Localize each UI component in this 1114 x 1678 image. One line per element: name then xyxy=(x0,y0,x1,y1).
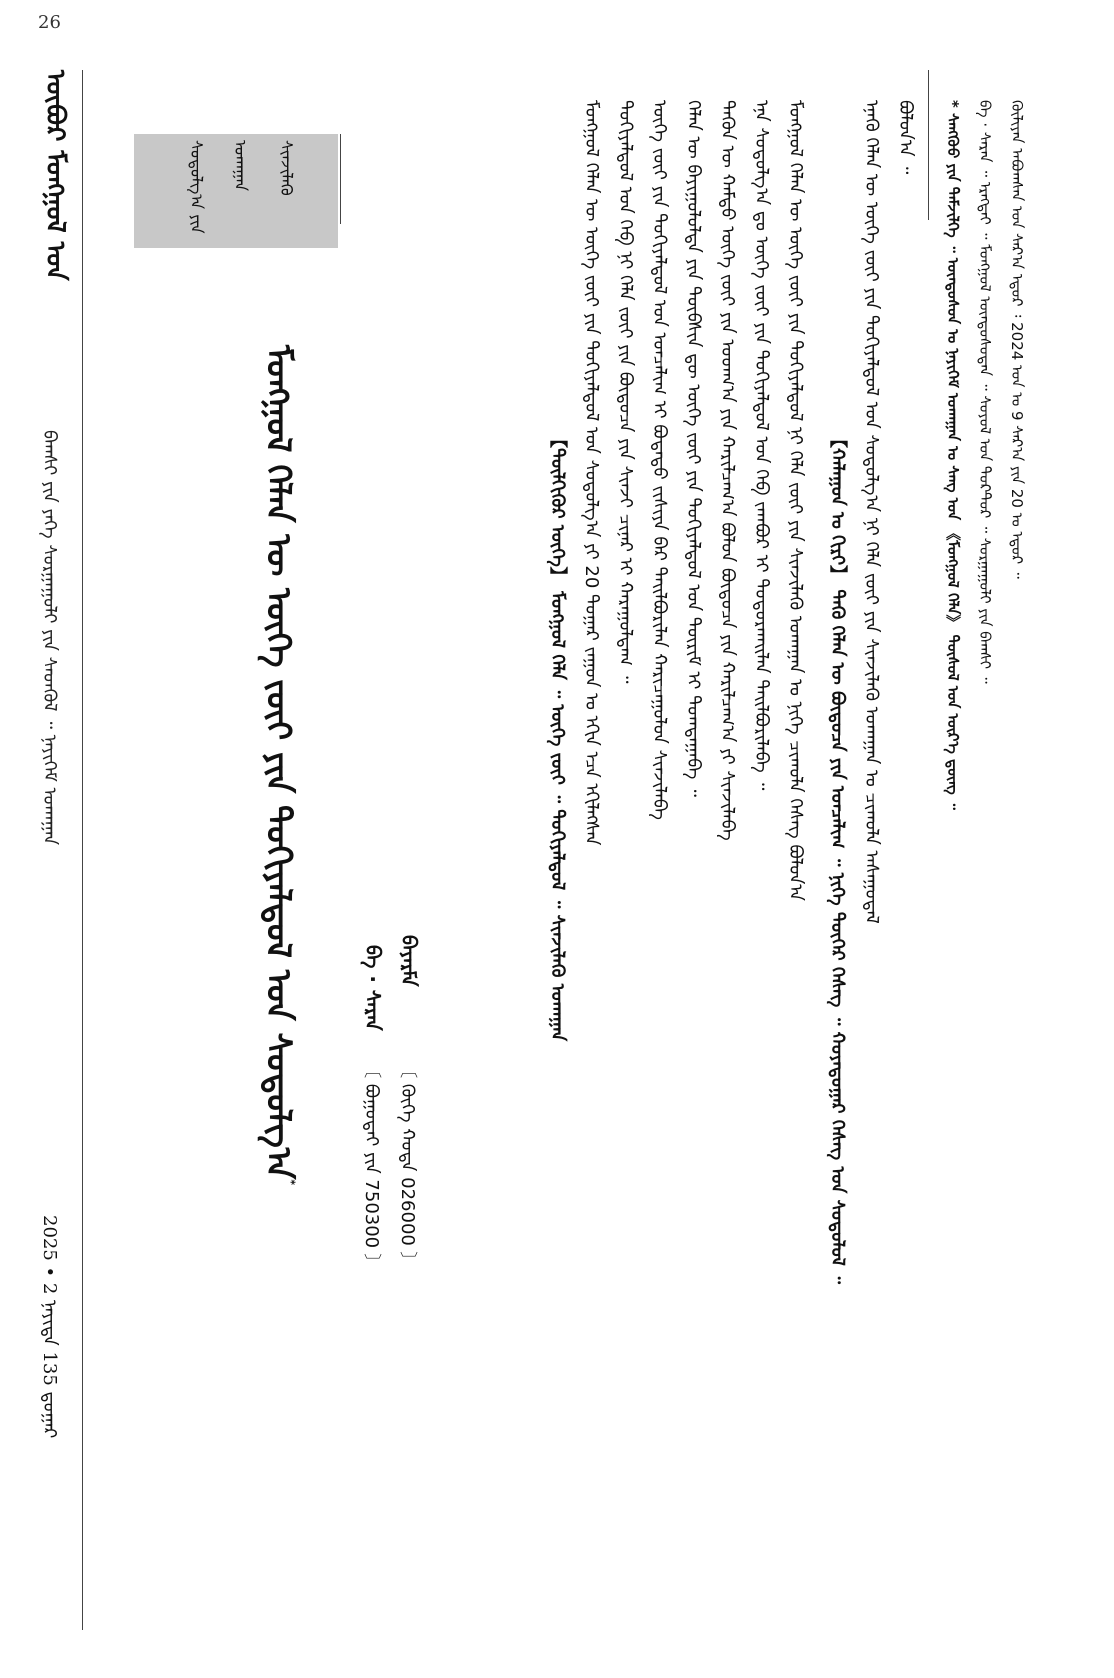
body-line: ᠲᠣᠬᠢᠶᠠᠯᠳᠤᠯ ᠤᠨ ᠬᠡᠪ ᠨᠢ ᠬᠡᠯᠡ ᠵᠦᠢ ᠶᠢᠨ ᠪᠦᠲᠦᠴᠡ ᠶᠢᠨ ᠰᠢᠨᠵᠢ ᠴᠢᠨᠠᠷ ᠢ ᠬᠠᠷᠠᠭᠤᠯᠳᠠᠭ ᠃ xyxy=(615,100,636,684)
body-line: ᠲᠡᠭᠦᠨ ᠦ ᠬᠠᠮᠲᠤ ᠦᠭᠡ ᠵᠦᠢ ᠶᠢᠨ ᠤᠳᠬ᠎ᠠ ᠶᠢᠨ ᠬᠠᠷᠢᠯᠴᠠᠭ᠎ᠠ ᠪᠣᠯᠤᠨ ᠪᠦᠲᠦᠴᠡ ᠶᠢᠨ ᠬᠠᠷᠢᠯᠴᠠᠭ᠎ᠠ ᠶᠢ ᠰᠢᠨᠵᠢᠯᠡᠪᠡ xyxy=(717,100,738,841)
abstract-line: 【ᠬᠠᠯᠠᠭᠤᠨ ᠤ ᠬᠢᠷᠢ】 ᠲᠡᠬᠦ ᠬᠡᠯᠡᠨ ᠦ ᠪᠦᠲᠦᠴᠡ ᠶᠢᠨ ᠤᠨᠴᠠᠯᠢᠭ ᠃ ᠨᠢᠭᠡ ᠳᠦᠭᠡᠷ ᠬᠡᠰᠡᠭ ᠃ ᠬᠣᠶᠠᠳᠤᠭᠠᠷ ᠬᠡᠰᠡᠭ ᠤᠨ ᠰᠤᠳᠤᠯᠤᠯ ᠃ xyxy=(827,430,848,1284)
footnote-line: ᠬᠦᠯᠢᠶᠡᠨ ᠠᠪᠤᠭᠰᠠᠨ ᠣᠨ ᠰᠠᠷ᠎ᠠ ᠡᠳᠦᠷ ᠄ 2024 ᠣᠨ ᠤ 9 ᠰᠠᠷ᠎ᠠ ᠶᠢᠨ 20 ᠤ ᠡᠳᠦᠷ ᠃ xyxy=(1008,100,1026,579)
body-line: ᠦᠭᠡ ᠵᠦᠢ ᠶᠢᠨ ᠲᠣᠬᠢᠶᠠᠯᠳᠤᠯ ᠤᠨ ᠤᠨᠴᠠᠯᠢᠭ ᠢ ᠪᠣᠳᠠᠲᠤ ᠵᠢᠱᠢᠶᠡ ᠪᠡᠷ ᠲᠠᠢᠯᠪᠤᠷᠢᠯᠠᠨ ᠬᠠᠷᠢᠴᠠᠭᠤᠯᠤᠨ ᠰᠢᠨᠵᠢᠯᠡᠪᠡ xyxy=(649,100,670,820)
body-line: ᠮᠣᠩᠭᠣᠯ ᠬᠡᠯᠡᠨ ᠦ ᠦᠭᠡ ᠵᠦᠢ ᠶᠢᠨ ᠲᠣᠬᠢᠶᠠᠯᠳᠤᠯ ᠤᠨ ᠰᠤᠳᠤᠯᠭ᠎ᠠ ᠶᠢ 20 ᠳᠤᠭᠠᠷ ᠵᠠᠭᠤᠨ ᠤ ᠡᠬᠢᠨ ᠡᠴᠡ ᠡᠬᠢᠯᠡᠭᠰᠡᠨ xyxy=(581,100,602,846)
category-line: ᠤᠬᠠᠭᠠᠨ xyxy=(231,140,250,192)
footnote-line: ᠪᠠ · ᠰᠠᠷᠠᠨ ᠃ ᠡᠷᠡᠭᠲᠡᠢ ᠃ ᠮᠣᠩᠭᠣᠯ ᠦᠨᠳᠦᠰᠦᠲᠡᠨ ᠃ ᠰᠣᠶᠣᠯ ᠤᠨ ᠳᠣᠺᠲ᠋ᠣᠷ ᠃ ᠰᠤᠷᠭᠠᠭᠤᠯᠢ ᠶᠢᠨ ᠪᠠᠭᠰᠢ ᠃ xyxy=(976,100,994,684)
keywords-line: 【ᠲᠦᠯᠬᠢᠭᠦᠷ ᠦᠭᠡ】 ᠮᠣᠩᠭᠣᠯ ᠬᠡᠯᠡ ᠃ ᠦᠭᠡ ᠵᠦᠢ ᠃ ᠲᠣᠬᠢᠶᠠᠯᠳᠤᠯ ᠃ ᠰᠢᠨᠵᠢᠯᠡᠬᠦ ᠤᠬᠠᠭᠠᠨ xyxy=(547,430,568,1042)
issue-info: 2025 • 2 ᠨᠡᠶᠢᠲᠡ 135 ᠳ᠋ᠤᠭᠠᠷ xyxy=(39,1215,60,1439)
body-line: ᠬᠡᠯᠡᠨ ᠦ ᠪᠠᠶᠢᠭᠤᠯᠤᠯᠲᠠ ᠶᠢᠨ ᠲᠦᠪᠰᠢᠨ ᠳᠦ ᠦᠭᠡ ᠵᠦᠢ ᠶᠢᠨ ᠲᠣᠬᠢᠶᠠᠯᠳᠤᠯ ᠤᠨ ᠳᠦᠷᠢᠮ ᠢ ᠲᠣᠭᠲᠠᠭᠠᠪᠠ ᠃ xyxy=(683,100,704,797)
body-line: ᠮᠣᠩᠭᠣᠯ ᠬᠡᠯᠡᠨ ᠦ ᠦᠭᠡ ᠵᠦᠢ ᠶᠢᠨ ᠲᠣᠬᠢᠶᠠᠯᠳᠤᠯ ᠨᠢ ᠬᠡᠯᠡ ᠵᠦᠢ ᠶᠢᠨ ᠰᠢᠨᠵᠢᠯᠡᠬᠦ ᠤᠬᠠᠭᠠᠨ ᠤ ᠨᠢᠭᠡ ᠴᠢᠬᠤᠯᠠ ᠬᠡᠰᠡᠭ ᠪᠣᠯᠤᠨ᠎ᠠ xyxy=(785,100,806,902)
body-line: ᠡᠨᠡ ᠰᠤᠳᠤᠯᠭ᠎ᠠ ᠳᠤ ᠦᠭᠡ ᠵᠦᠢ ᠶᠢᠨ ᠲᠣᠬᠢᠶᠠᠯᠳᠤᠯ ᠤᠨ ᠬᠡᠪ ᠵᠠᠭᠪᠤᠷ ᠢ ᠲᠣᠳᠣᠷᠬᠠᠢᠯᠠᠨ ᠲᠠᠢᠯᠪᠤᠷᠢᠯᠠᠪᠠ ᠃ xyxy=(751,100,772,791)
article-title xyxy=(248,345,308,1265)
left-rule xyxy=(82,70,83,1630)
article-title-text: ᠮᠣᠩᠭᠣᠯ ᠬᠡᠯᠡᠨ ᠦ ᠦᠭᠡ ᠵᠦᠢ ᠶᠢᠨ ᠲᠣᠬᠢᠶᠠᠯᠳᠤᠯ ᠤᠨ ᠰᠤᠳᠤᠯᠭ᠎ᠠ xyxy=(258,345,298,1180)
author-name: ᠪᠠ · ᠰᠠᠷᠠᠨ xyxy=(361,945,385,1031)
abstract-line: ᠡᠨᠡᠬᠦ ᠬᠡᠯᠡᠨ ᠦ ᠦᠭᠡ ᠵᠦᠢ ᠶᠢᠨ ᠲᠣᠬᠢᠶᠠᠯᠳᠤᠯ ᠤᠨ ᠰᠤᠳᠤᠯᠭ᠎ᠠ ᠨᠢ ᠬᠡᠯᠡ ᠵᠦᠢ ᠶᠢᠨ ᠰᠢᠨᠵᠢᠯᠡᠬᠦ ᠤᠬᠠᠭᠠᠨ ᠤ ᠴᠢᠬᠤᠯᠠ ᠠᠰᠠᠭᠤᠳᠠᠯ xyxy=(861,100,882,924)
author-name: ᠪᠠᠶᠠᠷᠮᠠ xyxy=(397,935,421,987)
footnote-line: * ᠰᠠᠩᠬᠦᠦ ᠶᠢᠨ ᠳᠡᠮᠵᠢᠯᠭᠡ ᠃ ᠦᠨᠳᠦᠰᠦᠨ ᠤ ᠨᠡᠶᠢᠭᠡᠮ ᠤᠬᠠᠭᠠᠨ ᠤ ᠰᠠᠩ ᠤᠨ 《ᠮᠣᠩᠭᠣᠯ ᠬᠡᠯᠡ》 ᠲᠥᠰᠦᠯ ᠤᠨ ᠦᠷ᠎ᠡ ᠳ᠋ᠦᠩ ᠃ xyxy=(944,100,962,810)
category-box xyxy=(134,134,338,248)
author-affiliation: 〔 ᠬᠥᠬᠡ ᠬᠣᠲᠠ 026000 〕 xyxy=(397,1060,418,1270)
journal-title: ᠦᠪᠦᠷ ᠮᠣᠩᠭᠣᠯ ᠤᠨ xyxy=(40,70,70,281)
title-footnote-mark: * xyxy=(284,1179,298,1186)
category-line: ᠰᠢᠨᠵᠢᠯᠡᠬᠦ xyxy=(277,140,296,196)
author-affiliation: 〔 ᠪᠣᠭᠣᠳᠠᠢ ᠶᠢᠨ 750300 〕 xyxy=(361,1060,382,1272)
box-rule xyxy=(340,134,341,224)
category-line: ᠰᠤᠳᠤᠯᠭ᠎ᠠ ᠶᠢᠨ xyxy=(187,140,206,234)
footnote-rule xyxy=(928,70,929,220)
page-number: 26 xyxy=(38,12,61,33)
abstract-line: ᠪᠣᠯᠤᠨ᠎ᠠ ᠃ xyxy=(895,100,916,175)
journal-subtitle: ᠪᠠᠭᠰᠢ ᠶᠢᠨ ᠶᠡᠬᠡ ᠰᠤᠷᠭᠠᠭᠤᠯᠢ ᠶᠢᠨ ᠰᠡᠳᠬᠦᠯ ᠃ ᠨᠡᠶᠢᠭᠡᠮ ᠤᠬᠠᠭᠠᠨ xyxy=(39,430,60,846)
